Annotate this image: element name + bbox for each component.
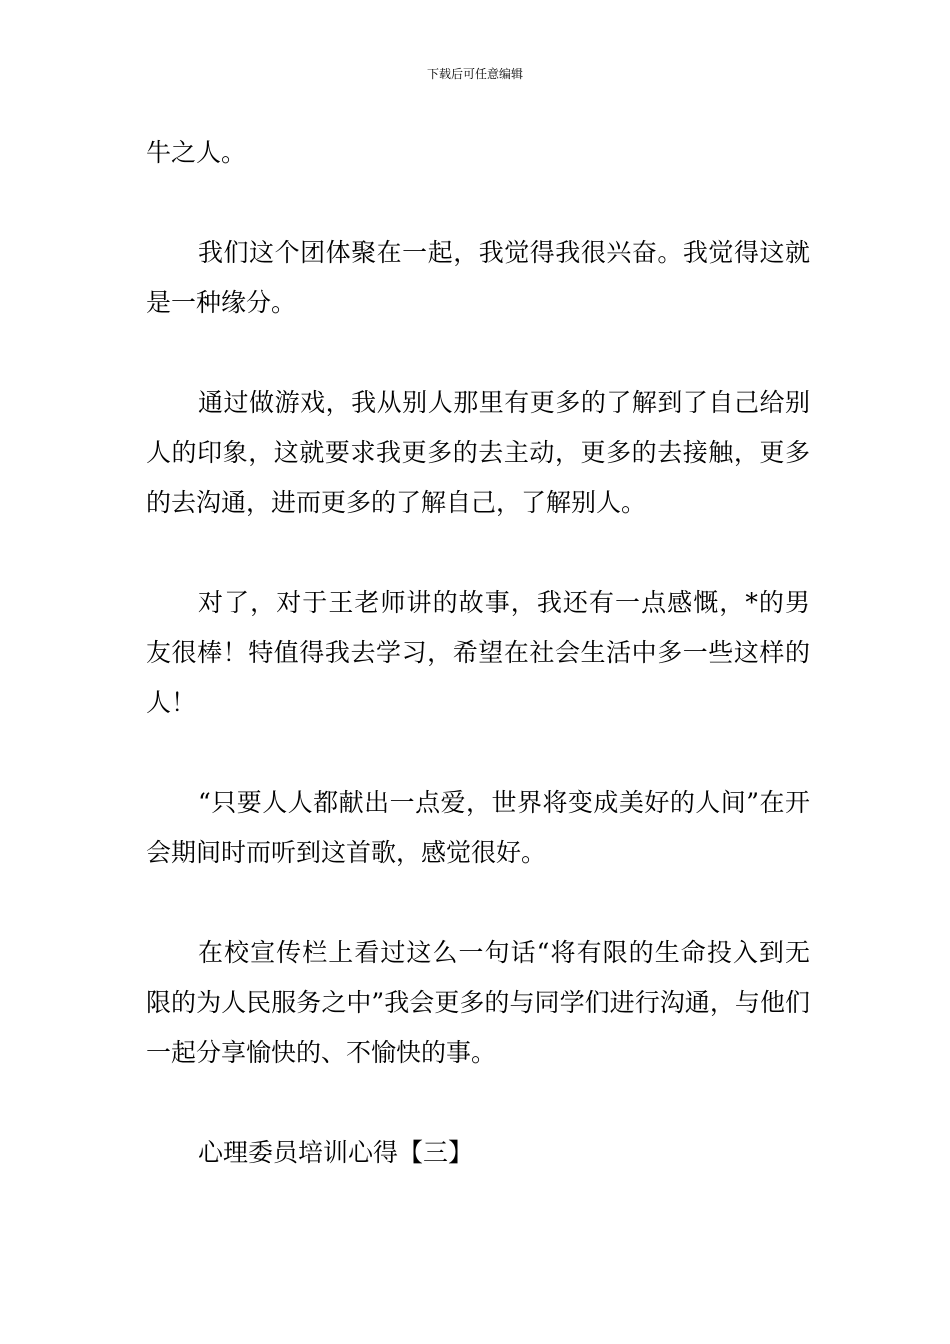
paragraph-continuation: 牛之人。 (146, 138, 247, 167)
paragraph: 在校宣传栏上看过这么一句话“将有限的生命投入到无限的为人民服务之中”我会更多的与同学们进行沟通，与他们一起分享愉快的、不愉快的事。 (146, 938, 810, 1067)
document-body (146, 128, 810, 1228)
paragraph: 对了，对于王老师讲的故事，我还有一点感慨，*的男友很棒！特值得我去学习，希望在社会生活中多一些这样的人！ (146, 588, 810, 717)
page-header: 下载后可任意编辑 (426, 67, 523, 81)
paragraph: “只要人人都献出一点爱，世界将变成美好的人间”在开会期间时而听到这首歌，感觉很好。 (146, 788, 810, 867)
paragraph: 通过做游戏，我从别人那里有更多的了解到了自己给别人的印象，这就要求我更多的去主动，更多的去接触，更多的去沟通，进而更多的了解自己，了解别人。 (146, 388, 810, 517)
paragraph: 我们这个团体聚在一起，我觉得我很兴奋。我觉得这就是一种缘分。 (146, 238, 810, 317)
section-heading: 心理委员培训心得【三】 (198, 1138, 474, 1167)
